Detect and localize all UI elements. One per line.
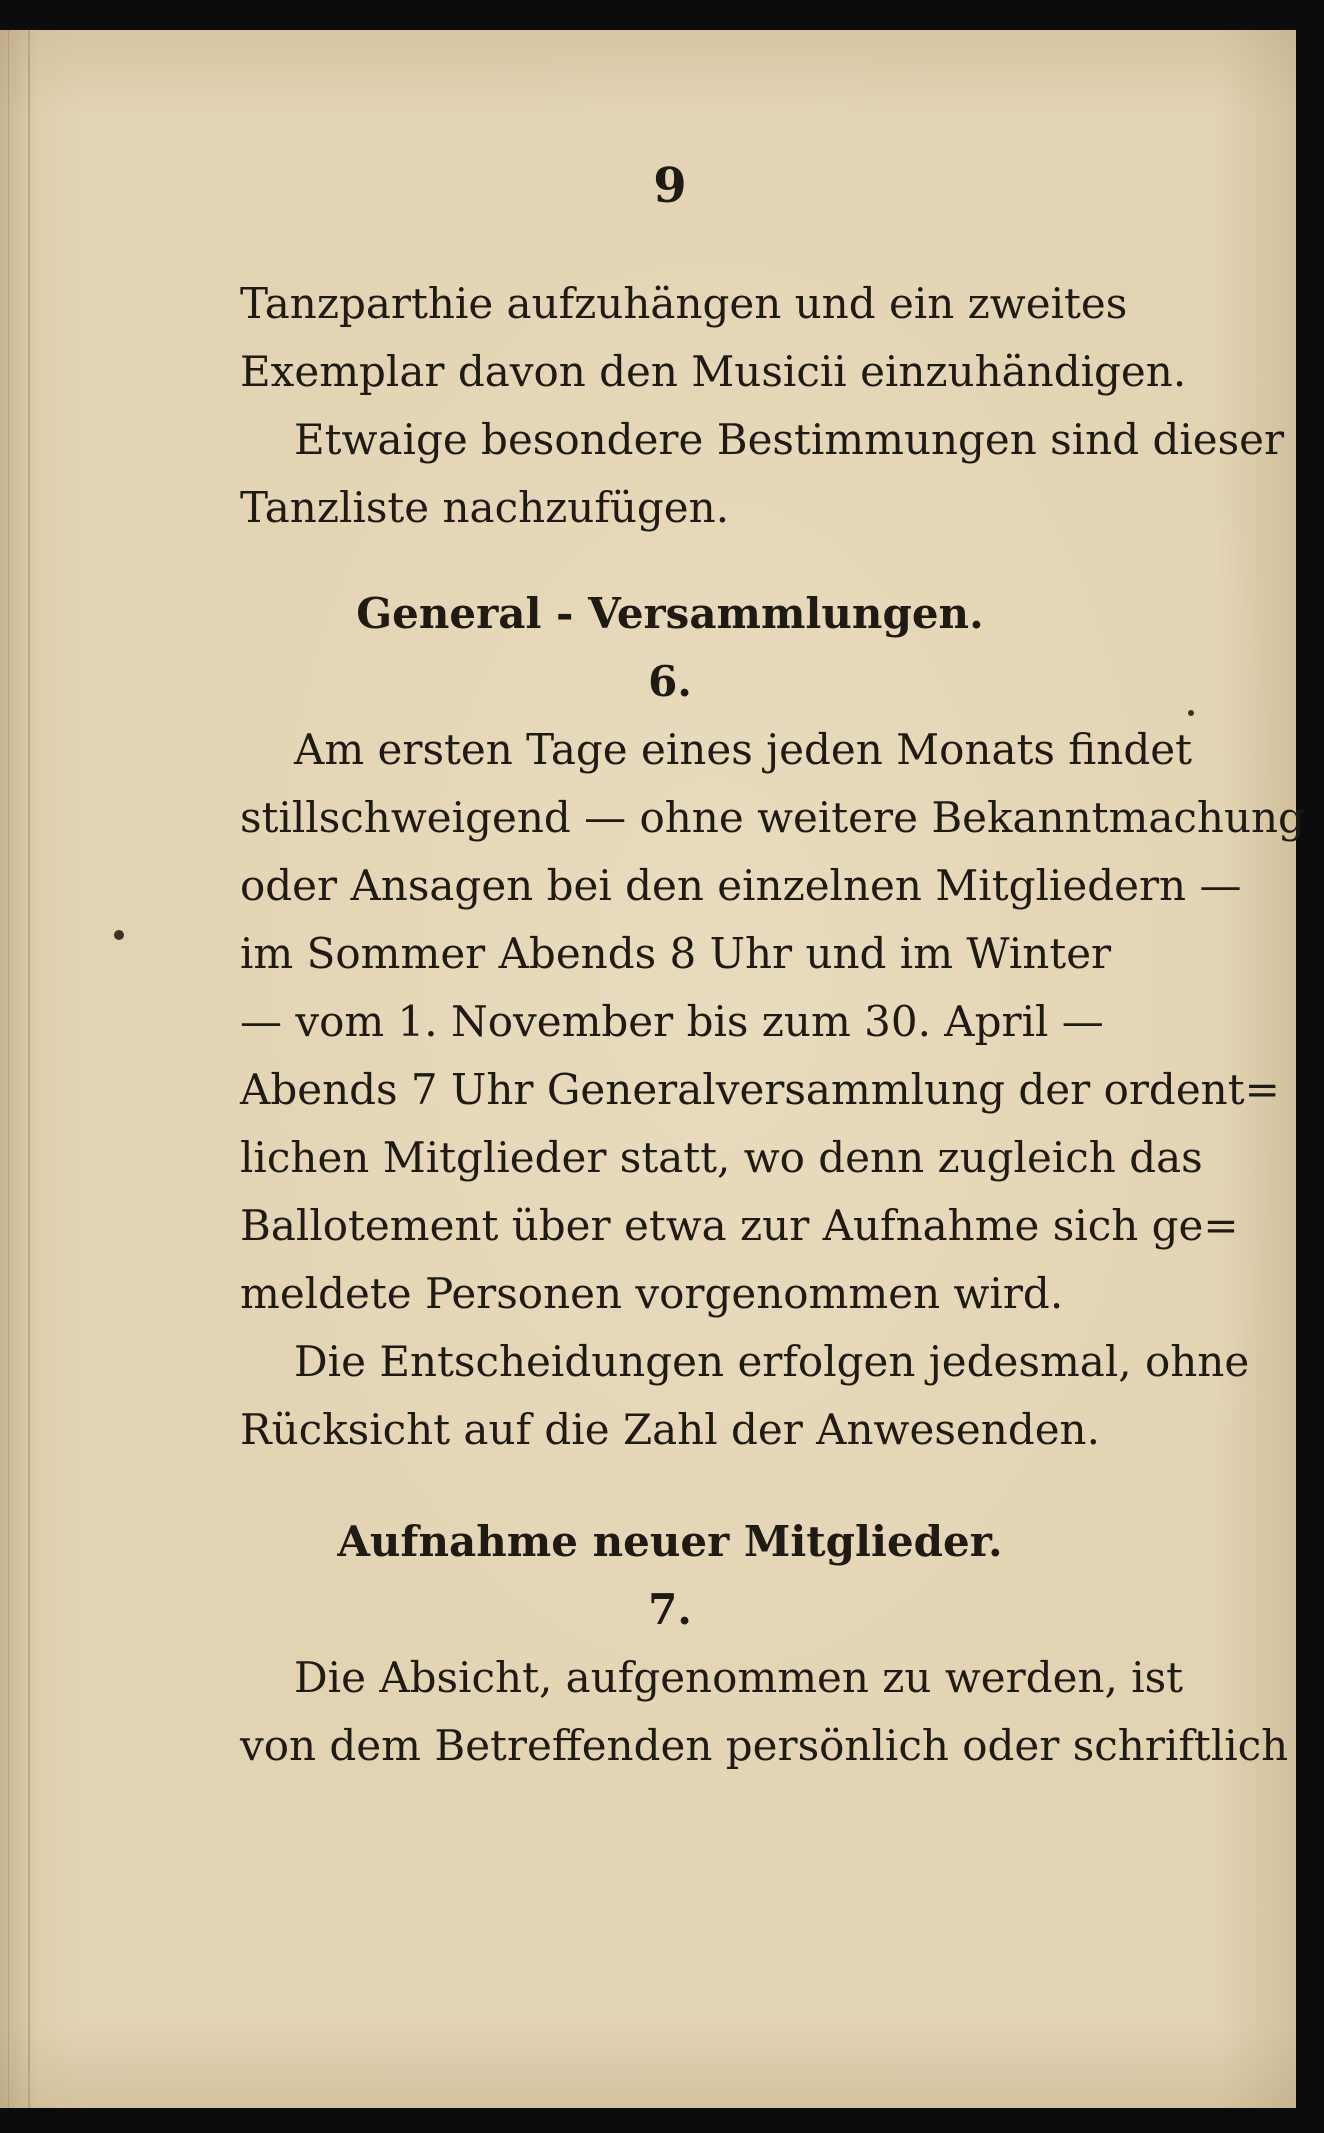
fold-crease-outer	[8, 30, 9, 2108]
paragraph	[240, 1328, 1250, 1464]
text-line: Am ersten Tage eines jeden Monats findet	[294, 725, 1192, 774]
text-line: meldete Personen vorgenommen wird.	[240, 1269, 1064, 1318]
text-line: Tanzparthie aufzuhängen und ein zweites	[240, 279, 1128, 328]
text-line: Exemplar davon den Musicii einzuhändigen.	[240, 347, 1187, 396]
paragraph	[240, 1644, 1289, 1780]
text-line: Die Entscheidungen erfolgen jedesmal, ohne	[294, 1337, 1250, 1386]
fold-crease	[28, 30, 30, 2108]
text-line: oder Ansagen bei den einzelnen Mitgliedern —	[240, 861, 1242, 910]
paragraph	[240, 406, 1285, 542]
text-line: stillschweigend — ohne weitere Bekanntmachung	[240, 793, 1305, 842]
text-line: Etwaige besondere Bestimmungen sind dieser	[294, 415, 1285, 464]
ink-spot	[114, 930, 124, 940]
section-number: 7.	[648, 1585, 692, 1634]
text-line: lichen Mitglieder statt, wo denn zugleich das	[240, 1133, 1203, 1182]
ink-spot	[1188, 710, 1194, 716]
page-body	[240, 270, 1305, 1780]
section-heading: Aufnahme neuer Mitglieder.	[337, 1517, 1003, 1566]
text-line: Tanzliste nachzufügen.	[240, 483, 730, 532]
page-number: 9	[653, 158, 687, 214]
text-line: Rücksicht auf die Zahl der Anwesenden.	[240, 1405, 1100, 1454]
text-line: von dem Betreffenden persönlich oder schriftlich	[240, 1721, 1289, 1770]
text-line: Abends 7 Uhr Generalversammlung der ordent=	[240, 1065, 1280, 1114]
text-line: im Sommer Abends 8 Uhr und im Winter	[240, 929, 1112, 978]
text-line: Ballotement über etwa zur Aufnahme sich ge=	[240, 1201, 1239, 1250]
section-heading: General - Versammlungen.	[356, 589, 984, 638]
text-line: Die Absicht, aufgenommen zu werden, ist	[294, 1653, 1184, 1702]
paragraph	[240, 716, 1305, 1328]
paragraph	[240, 270, 1187, 406]
section-number: 6.	[648, 657, 692, 706]
text-line: — vom 1. November bis zum 30. April —	[240, 997, 1104, 1046]
